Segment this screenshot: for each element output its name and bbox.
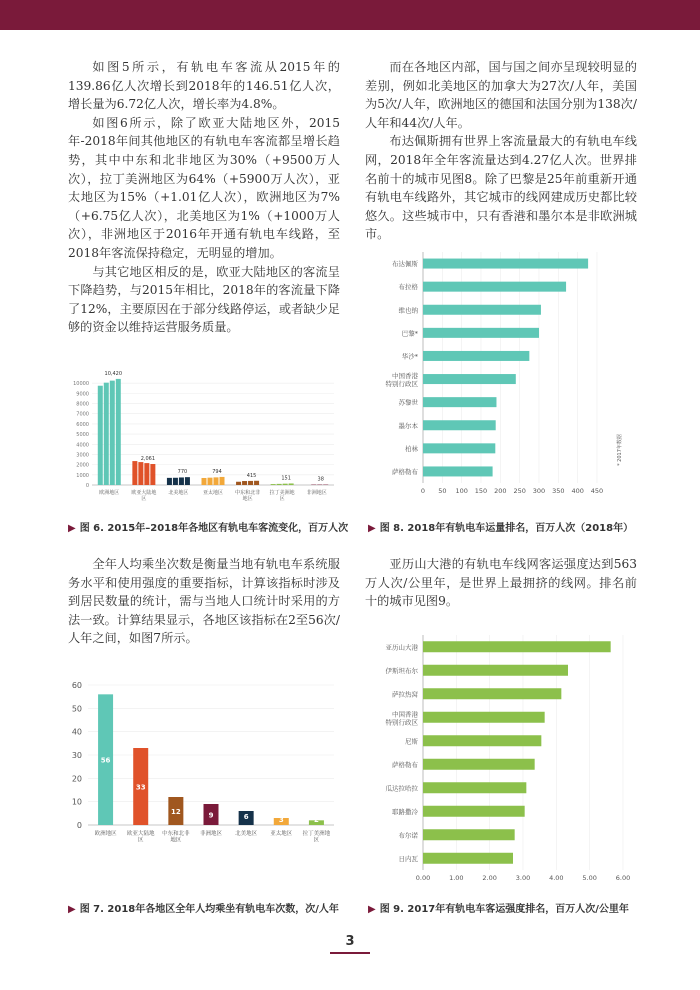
figure-9-svg [365,635,640,890]
bar [423,397,496,407]
figure-8-svg [365,250,640,510]
bar [423,259,588,269]
y-tick-label: 瓜达拉哈拉 [385,784,418,793]
caption-marker-icon: ▶ [68,904,76,915]
x-tick-label: 地区 [242,496,253,502]
y-tick-label: 6000 [76,421,89,428]
x-tick-label: 5.00 [582,874,597,882]
y-tick-label: 维也纳 [398,306,418,315]
figure-9-caption [368,900,629,915]
bar [150,464,155,485]
left-mid-text [68,555,340,648]
figure-8-chart [365,250,640,510]
y-tick-label: 耶路撒冷 [392,807,418,816]
bar [423,853,513,864]
y-tick-label: 中国香港 [392,372,418,381]
data-label: 33 [135,783,146,792]
paragraph: 而在各地区内部，国与国之间亦呈现较明显的差别，例如北美地区的加拿大为27次/人年，美国为5次/人年，欧洲地区的德国和法国分别为138次/人年和44次/人年。 [365,60,637,130]
bar [116,379,121,485]
x-tick-label: 北美地区 [168,490,189,496]
figure-6-caption [68,519,348,534]
footnote: * 2017年数据 [617,434,623,466]
data-label: 794 [212,468,222,475]
figure-6-svg [62,365,340,513]
y-tick-label: 2000 [76,462,89,469]
y-tick-label: 60 [71,681,82,690]
x-tick-label: 拉丁美洲地 [269,490,295,496]
bar [423,829,515,840]
x-tick-label: 欧亚大陆地 [126,831,155,837]
bar [423,443,495,453]
y-tick-label: 0 [85,483,89,489]
bar [423,782,526,793]
x-tick-label: 3.00 [515,874,531,882]
bar [423,759,535,770]
y-tick-label: 50 [71,704,82,714]
y-tick-label: 特别行政区 [385,380,418,389]
y-tick-label: 布尔诺 [398,831,418,840]
y-tick-label: 巴黎* [401,329,418,338]
paragraph: 全年人均乘坐次数是衡量当地有轨电车系统服务水平和使用强度的重要指标，计算该指标时涉及到居民数量的统计，需与当地人口统计时采用的方法一致。计算结果显示，各地区该指标在2至56次/人年之间，如图7所示。 [68,557,340,646]
page-number-underline [330,952,370,954]
y-tick-label: 1000 [76,472,89,479]
data-label: 10,420 [104,370,123,377]
x-tick-label: 200 [494,487,507,495]
x-tick-label: 区 [141,496,147,502]
y-tick-label: 布达佩斯 [392,260,418,269]
data-label: 2 [313,816,319,824]
y-tick-label: 10 [71,797,82,807]
x-tick-label: 亚太地区 [202,490,224,496]
bar [423,688,561,699]
right-top-text [365,58,637,244]
y-tick-label: 日内瓦 [398,854,418,863]
bar [144,463,149,485]
bar [423,328,539,338]
bar [423,466,493,476]
y-tick-label: 5000 [76,432,89,439]
bar [138,462,143,485]
x-tick-label: 450 [590,487,604,495]
y-tick-label: 布拉格 [398,283,418,292]
data-label: 38 [317,476,324,483]
bar [271,484,276,485]
y-tick-label: 40 [71,727,82,737]
x-tick-label: 非洲地区 [306,490,327,496]
data-label: 3 [278,816,284,824]
bar [104,383,109,485]
bar [423,374,516,384]
bar [423,712,545,723]
bar [167,478,172,485]
y-tick-label: 萨格勒布 [392,467,418,476]
bar [277,484,282,485]
y-tick-label: 7000 [76,411,89,418]
paragraph: 如图5所示，有轨电车客流从2015年的139.86亿人次增长到2018年的146.51亿人次，增长量为6.72亿人次，增长率为4.8%。 [68,60,340,112]
caption-marker-icon: ▶ [368,523,376,534]
page-number: 3 [345,934,355,949]
x-tick-label: 4.00 [549,874,564,882]
figure-7-svg [62,675,340,855]
bar [423,351,529,361]
bar [283,484,288,485]
x-tick-label: 地区 [170,837,182,844]
caption-marker-icon: ▶ [68,523,76,534]
header-bar [0,0,700,30]
data-label: 2,061 [140,456,156,463]
bar [423,665,568,676]
left-top-text [68,58,340,337]
paragraph: 亚历山大港的有轨电车线网客运强度达到563万人次/公里年，是世界上最拥挤的线网。排名前十的城市见图9。 [365,557,637,609]
figure-9-chart [365,635,640,890]
y-tick-label: 20 [71,774,82,784]
bar [132,461,137,485]
caption-text: 图 8. 2018年有轨电车运量排名，百万人次（2018年） [379,523,634,534]
caption-text: 图 7. 2018年各地区全年人均乘坐有轨电车次数，次/人年 [79,904,339,915]
x-tick-label: 亚太地区 [270,831,293,837]
figure-8-caption [368,519,633,534]
data-label: 151 [281,475,291,482]
x-tick-label: 拉丁美洲地 [302,831,331,837]
y-tick-label: 伊斯坦布尔 [385,666,418,675]
x-tick-label: 50 [438,487,447,495]
x-tick-label: 250 [513,487,526,495]
x-tick-label: 非洲地区 [199,831,223,837]
figure-6-chart [62,365,340,513]
right-mid-text [365,555,637,611]
x-tick-label: 欧洲地区 [99,490,120,496]
caption-marker-icon: ▶ [368,904,376,915]
x-tick-label: 区 [279,496,285,502]
bar [423,420,496,430]
bar [423,305,541,315]
bar [236,482,241,485]
paragraph: 布达佩斯拥有世界上客流量最大的有轨电车线网，2018年全年客流量达到4.27亿人次。世界排名前十的城市见图8。除了巴黎是25年前重新开通有轨电车线路外，其它城市的线网建成历史都比较悠久。这些城市中，只有香港和墨尔本是非欧洲城市。 [365,134,637,242]
y-tick-label: 9000 [76,391,89,398]
x-tick-label: 6.00 [615,874,631,882]
x-tick-label: 北美地区 [235,831,258,837]
bar [173,478,178,485]
y-tick-label: 苏黎世 [398,398,418,407]
y-tick-label: 萨拉热窝 [392,690,418,699]
y-tick-label: 0 [76,821,82,830]
y-tick-label: 墨尔本 [398,421,418,430]
bar [208,478,213,485]
x-tick-label: 欧亚大陆地 [131,490,157,496]
bar [179,477,184,485]
bar [289,483,294,485]
bar [423,806,525,817]
y-tick-label: 10000 [73,381,89,388]
data-label: 6 [243,813,249,821]
data-label: 770 [177,469,188,476]
x-tick-label: 0 [420,487,426,495]
x-tick-label: 中东和北非 [235,490,261,496]
paragraph: 与其它地区相反的是，欧亚大陆地区的客流呈下降趋势，与2015年相比，2018年的客流量下降了12%，主要原因在于部分线路停运，或者缺少足够的资金以维持运营服务质量。 [68,264,340,335]
x-tick-label: 2.00 [482,874,497,882]
bar [423,641,611,652]
x-tick-label: 100 [455,487,468,495]
x-tick-label: 400 [571,487,584,495]
y-tick-label: 萨格勒布 [392,760,418,769]
bar [423,735,541,746]
y-tick-label: 4000 [76,442,89,449]
data-label: 415 [246,472,257,479]
bar [423,282,566,292]
y-tick-label: 30 [71,751,82,760]
data-label: 9 [208,811,214,820]
bar [98,386,103,485]
x-tick-label: 300 [532,487,546,495]
y-tick-label: 中国香港 [392,710,418,719]
y-tick-label: 柏林 [405,444,418,453]
data-label: 56 [100,756,111,765]
bar [202,478,207,485]
y-tick-label: 8000 [76,401,89,408]
y-tick-label: 3000 [76,452,89,459]
y-tick-label: 尼斯 [405,737,418,746]
paragraph: 如图6所示，除了欧亚大陆地区外，2015年-2018年间其他地区的有轨电车客流都呈增长趋势，其中中东和北非地区为30%（+9500万人次），拉丁美洲地区为64%（+5900万人次），亚太地区为15%（+1.01亿人次），欧洲地区为7%（+6.75亿人次），北美地区为1%（+1000万人次），非洲地区于2016年开通有轨电车线路，至2018年客流保持稳定，无明显的增加。 [68,115,340,260]
x-tick-label: 中东和北非 [162,831,190,837]
y-tick-label: 特别行政区 [385,718,418,727]
x-tick-label: 150 [474,487,488,495]
figure-7-chart [62,675,340,855]
y-tick-label: 华沙* [401,352,418,361]
bar [242,481,247,485]
bar [110,381,115,485]
bar [214,477,219,485]
x-tick-label: 欧洲地区 [94,831,117,837]
caption-text: 图 9. 2017年有轨电车客运强度排名，百万人次/公里年 [379,904,629,915]
x-tick-label: 区 [137,837,144,844]
y-tick-label: 亚历山大港 [385,643,418,652]
x-tick-label: 350 [552,487,565,495]
bar [185,477,190,485]
caption-text: 图 6. 2015年–2018年各地区有轨电车客流变化，百万人次 [79,523,349,534]
x-tick-label: 区 [313,837,320,844]
figure-7-caption [68,900,339,915]
bar [254,481,259,485]
x-tick-label: 0.00 [415,874,431,882]
data-label: 12 [170,808,181,816]
bar [220,477,225,485]
bar [248,481,253,485]
x-tick-label: 1.00 [449,874,464,882]
